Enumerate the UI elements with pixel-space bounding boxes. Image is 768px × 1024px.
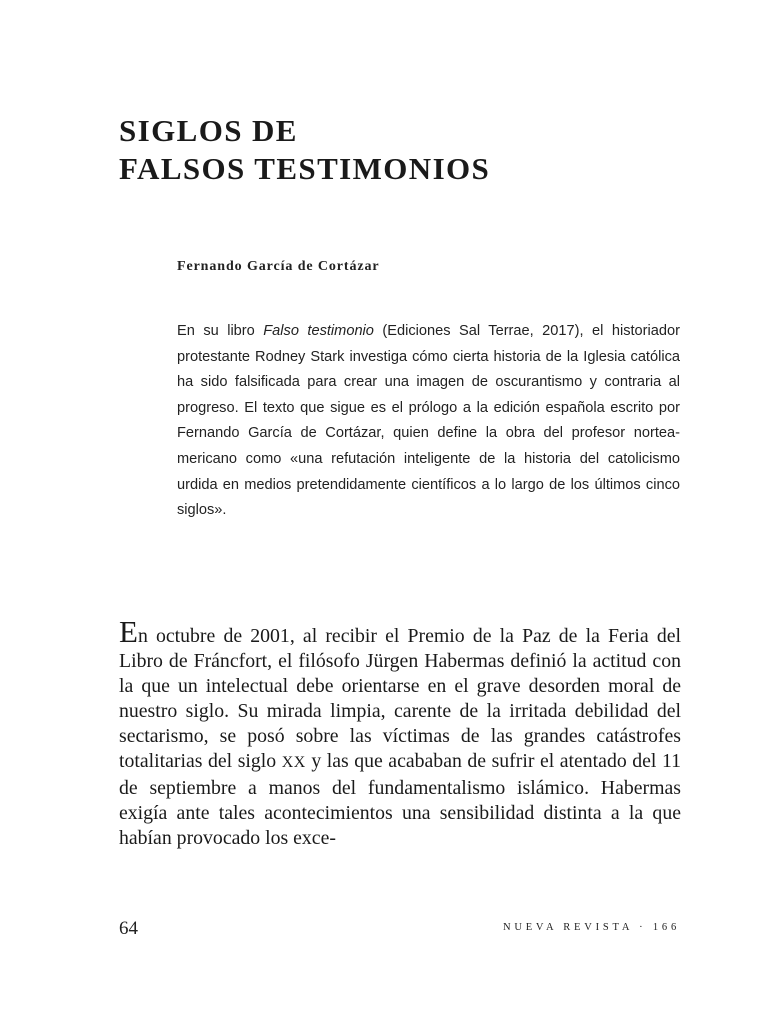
article-title-line-1: SIGLOS DE	[119, 113, 298, 148]
article-title-line-2: FALSOS TESTIMONIOS	[119, 151, 491, 186]
body-text-part-2: y las que acababan de sufrir el atentado del 11 de septiembre a manos del fundamentalismo islámico. Habermas exigía ante tales acontecimientos una sensibilidad distinta a la que habían provocado los exce-	[119, 750, 681, 849]
body-text-part-1: n octubre de 2001, al recibir el Premio de la Paz de la Feria del Libro de Fráncfort, el filósofo Jürgen Habermas definió la actitud con la que un intelectual debe orientarse en el grave desorden moral de nuestro siglo. Su mirada limpia, carente de la irritada debilidad del sectarismo, se posó sobre las víctimas de las grandes catástrofes totalitarias del siglo	[119, 625, 681, 773]
abstract-paragraph	[177, 319, 680, 524]
drop-cap: E	[119, 614, 138, 649]
century-numeral: XX	[281, 754, 306, 772]
abstract-text-start: En su libro	[177, 323, 264, 339]
abstract-text-rest: (Ediciones Sal Terrae, 2017), el historiador protestante Rodney Stark investiga cómo cierta historia de la Iglesia católica ha sido falsificada para crear una imagen de oscurantismo y contraria al progreso. El texto que sigue es el prólogo a la edición española escrito por Fernando García de Cortázar, quien define la obra del profesor norteamericano como «una refutación inteligente de la historia del catolicismo urdida en medios pretendidamente científicos a lo largo de los últimos cinco siglos».	[177, 323, 680, 519]
magazine-running-footer: NUEVA REVISTA · 166	[502, 922, 680, 933]
article-title	[119, 112, 490, 188]
body-paragraph	[119, 614, 681, 851]
author-name: Fernando García de Cortázar	[177, 259, 380, 274]
book-title: Falso testimonio	[263, 323, 374, 339]
page-number: 64	[119, 918, 138, 939]
